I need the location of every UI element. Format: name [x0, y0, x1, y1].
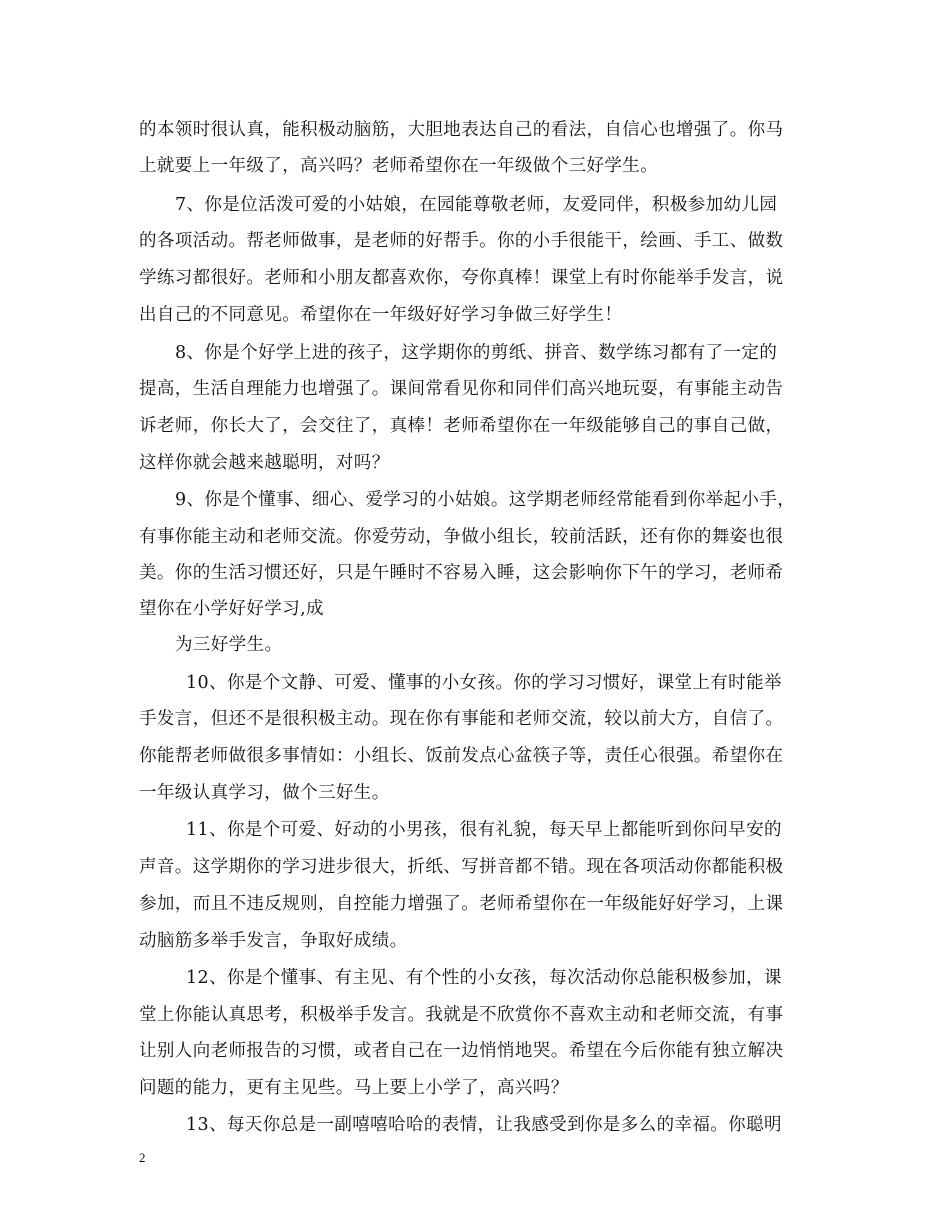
text-line: 上就要上一年级了，高兴吗？老师希望你在一年级做个三好学生。 — [139, 156, 659, 176]
text-line: 一年级认真学习，做个三好生。 — [139, 783, 390, 803]
text-line: 这样你就会越来越聪明，对吗？ — [139, 453, 390, 473]
page-number: 2 — [139, 1150, 146, 1165]
text-line: 望你在小学好好学习,成 — [139, 599, 324, 619]
text-line: 声音。这学期你的学习进步很大，折纸、写拼音都不错。现在各项活动你都能积极 — [139, 857, 784, 877]
text-line: 的本领时很认真，能积极动脑筋，大胆地表达自己的看法，自信心也增强了。你马 — [139, 120, 784, 140]
text-line: 诉老师，你长大了，会交往了，真棒！老师希望你在一年级能够自己的事自己做， — [139, 416, 784, 436]
text-line: 你能帮老师做很多事情如：小组长、饭前发点心盆筷子等，责任心很强。希望你在 — [139, 746, 784, 766]
paragraph-9-start: 9、你是个懂事、细心、爱学习的小姑娘。这学期老师经常能看到你举起小手， — [175, 490, 796, 510]
paragraph-10-start: 10、你是个文静、可爱、懂事的小女孩。你的学习习惯好，课堂上有时能举 — [186, 673, 782, 693]
text-line: 问题的能力，更有主见些。马上要上小学了，高兴吗？ — [139, 1078, 569, 1098]
paragraph-8-start: 8、你是个好学上进的孩子，这学期你的剪纸、拼音、数学练习都有了一定的 — [175, 343, 778, 363]
paragraph-12-start: 12、你是个懂事、有主见、有个性的小女孩，每次活动你总能积极参加，课 — [186, 968, 782, 988]
text-line: 为三好学生。 — [175, 635, 283, 655]
text-line: 的各项活动。帮老师做事，是老师的好帮手。你的小手很能干，绘画、手工、做数 — [139, 231, 784, 251]
text-line: 手发言，但还不是很积极主动。现在你有事能和老师交流，较以前大方，自信了。 — [139, 709, 784, 729]
paragraph-7-start: 7、你是位活泼可爱的小姑娘，在园能尊敬老师，友爱同伴，积极参加幼儿园 — [175, 195, 778, 215]
text-line: 提高，生活自理能力也增强了。课间常看见你和同伴们高兴地玩耍，有事能主动告 — [139, 379, 784, 399]
text-line: 美。你的生活习惯还好，只是午睡时不容易入睡，这会影响你下午的学习，老师希 — [139, 563, 784, 583]
text-line: 有事你能主动和老师交流。你爱劳动，争做小组长，较前活跃，还有你的舞姿也很 — [139, 527, 784, 547]
paragraph-13-start: 13、每天你总是一副嘻嘻哈哈的表情，让我感受到你是多么的幸福。你聪明 — [186, 1115, 782, 1135]
text-line: 学练习都很好。老师和小朋友都喜欢你，夸你真棒！课堂上有时你能举手发言，说 — [139, 268, 784, 288]
text-line: 参加，而且不违反规则，自控能力增强了。老师希望你在一年级能好好学习，上课 — [139, 894, 784, 914]
text-line: 出自己的不同意见。希望你在一年级好好学习争做三好学生！ — [139, 305, 623, 325]
text-line: 动脑筋多举手发言，争取好成绩。 — [139, 931, 408, 951]
text-line: 让别人向老师报告的习惯，或者自己在一边悄悄地哭。希望在今后你能有独立解决 — [139, 1041, 784, 1061]
text-line: 堂上你能认真思考，积极举手发言。我就是不欣赏你不喜欢主动和老师交流，有事 — [139, 1005, 784, 1025]
paragraph-11-start: 11、你是个可爱、好动的小男孩，很有礼貌，每天早上都能听到你问早安的 — [186, 820, 782, 840]
